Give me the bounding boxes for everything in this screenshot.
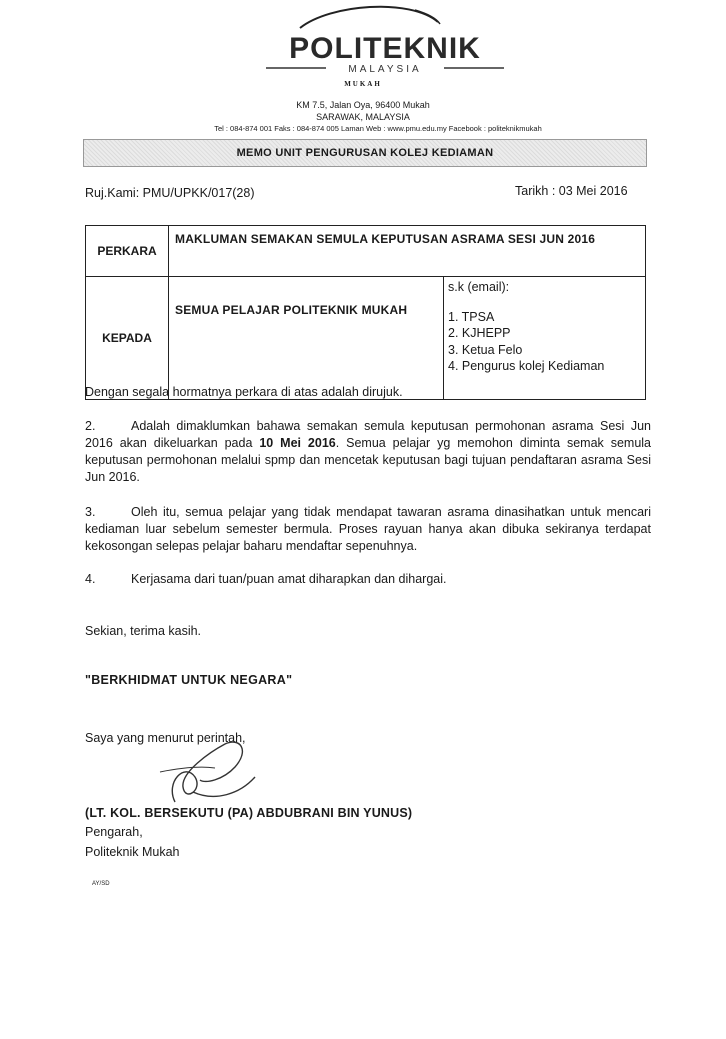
kepada-value: SEMUA PELAJAR POLITEKNIK MUKAH: [169, 277, 444, 400]
memo-info-table: [85, 225, 646, 400]
memo-title-banner: MEMO UNIT PENGURUSAN KOLEJ KEDIAMAN: [83, 139, 647, 167]
kepada-row: [86, 277, 646, 400]
reference-number: Ruj.Kami: PMU/UPKK/017(28): [85, 186, 255, 200]
contact-line: Tel : 084-874 001 Faks : 084-874 005 Laman Web : www.pmu.edu.my Facebook : politeknikmukah: [214, 124, 542, 133]
perkara-row: [86, 226, 646, 277]
release-date: 10 Mei 2016: [259, 436, 336, 450]
campus-name: MUKAH: [344, 80, 382, 88]
paragraph-3: [85, 504, 651, 555]
intro-paragraph: Dengan segala hormatnya perkara di atas adalah dirujuk.: [85, 385, 403, 399]
kepada-label: KEPADA: [86, 277, 169, 400]
paragraph-2: [85, 418, 651, 486]
address-line-1: KM 7.5, Jalan Oya, 96400 Mukah: [296, 100, 430, 110]
paragraph-2-number: 2.: [85, 419, 96, 433]
sk-heading: s.k (email):: [448, 280, 510, 294]
paragraph-3-text: Oleh itu, semua pelajar yang tidak mendapat tawaran asrama dinasihatkan untuk mencari kediaman luar sebelum semester bermula. Proses rayuan hanya akan dibuka sekiranya terdapat kekosongan selepas pelajar baharu mendaftar sepenuhnya.: [85, 505, 651, 553]
sk-item: 2. KJHEPP: [448, 326, 511, 340]
signatory-institution: Politeknik Mukah: [85, 845, 180, 859]
paragraph-4-text: Kerjasama dari tuan/puan amat diharapkan dan dihargai.: [131, 572, 447, 586]
logo-name: POLITEKNIK: [289, 32, 481, 65]
closing-line: Sekian, terima kasih.: [85, 624, 202, 638]
signature-image: [155, 732, 265, 812]
memo-date: Tarikh : 03 Mei 2016: [515, 184, 628, 198]
paragraph-3-number: 3.: [85, 505, 96, 519]
paragraph-2-text-end: . Semua pelajar yg memohon diminta semak semula keputusan permohonan melalui spmp dan mencetak keputusan bagi tujuan pendaftaran asrama Sesi Jun 2016.: [85, 436, 652, 484]
motto: "BERKHIDMAT UNTUK NEGARA": [85, 673, 293, 687]
logo-country: MALAYSIA: [348, 64, 422, 75]
perkara-label: PERKARA: [86, 226, 169, 277]
order-line: Saya yang menurut perintah,: [85, 731, 246, 745]
sk-item: 4. Pengurus kolej Kediaman: [448, 359, 605, 373]
paragraph-4: [85, 571, 651, 588]
perkara-value: MAKLUMAN SEMAKAN SEMULA KEPUTUSAN ASRAMA SESI JUN 2016: [169, 226, 646, 277]
signatory-name: (LT. KOL. BERSEKUTU (PA) ABDUBRANI BIN YUNUS): [85, 806, 413, 820]
sk-item: 1. TPSA: [448, 309, 495, 324]
paragraph-2-text: Adalah dimaklumkan bahawa semakan semula keputusan permohonan asrama Sesi Jun 2016 akan dikeluarkan pada: [85, 419, 651, 450]
signatory-title: Pengarah,: [85, 825, 143, 839]
paragraph-4-number: 4.: [85, 572, 96, 586]
footer-reference: AY/SD: [92, 881, 110, 887]
politeknik-logo: [260, 0, 510, 80]
sk-cell: [444, 277, 646, 400]
sk-item: 3. Ketua Felo: [448, 342, 523, 357]
address-line-2: SARAWAK, MALAYSIA: [316, 112, 410, 122]
